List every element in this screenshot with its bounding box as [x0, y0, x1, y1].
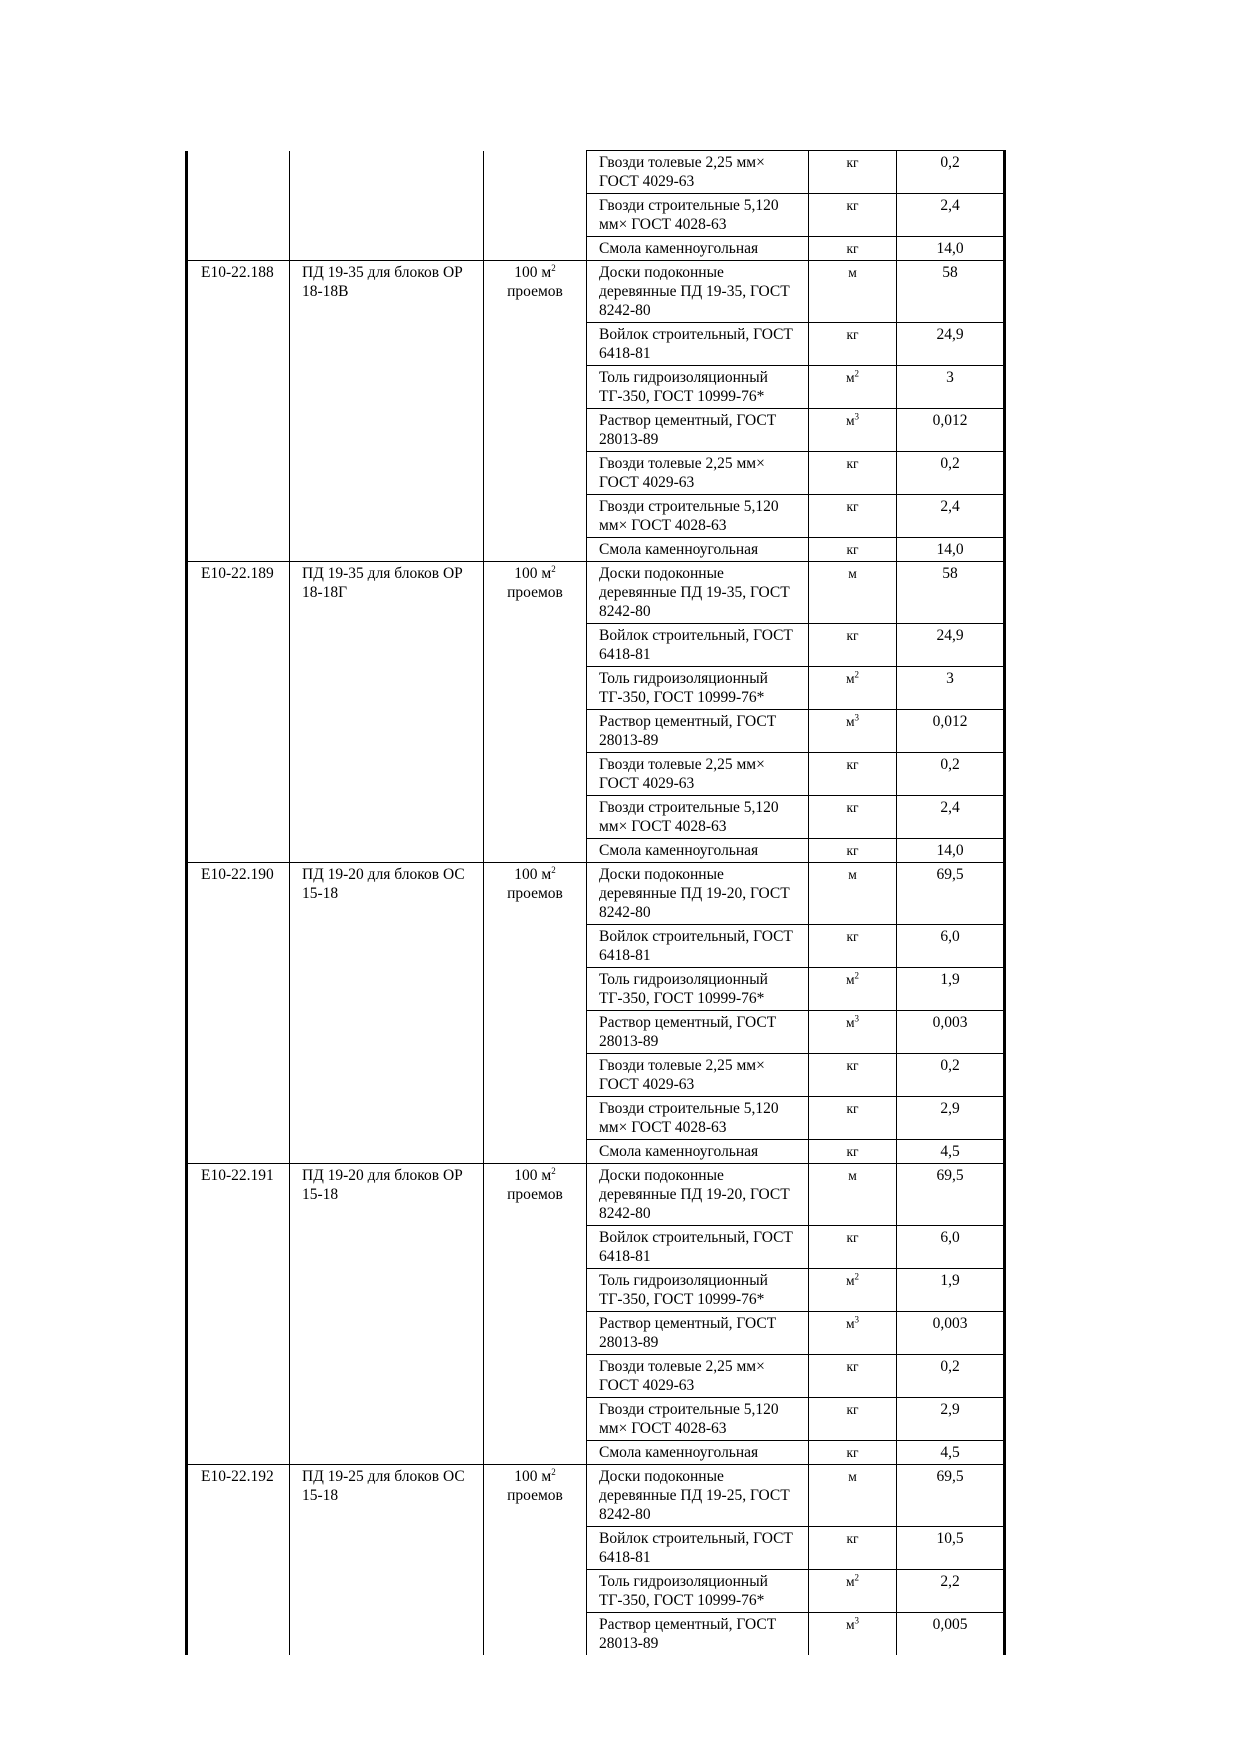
resource-name: Раствор цементный, ГОСТ 28013-89: [599, 1616, 777, 1652]
quantity-cell: [897, 495, 1005, 538]
resource-cell: [587, 409, 809, 452]
quantity-value: 0,003: [932, 1315, 968, 1332]
unit-label: кг: [846, 198, 859, 213]
quantity-value: 2,4: [940, 498, 960, 515]
quantity-cell: [897, 562, 1005, 624]
quantity-value: 0,012: [932, 412, 968, 429]
unit-cell: [809, 409, 897, 452]
resource-cell: [587, 796, 809, 839]
unit-cell: [809, 1355, 897, 1398]
resource-cell: [587, 237, 809, 261]
quantity-value: 0,005: [932, 1616, 968, 1633]
resource-cell: [587, 562, 809, 624]
unit-label: кг: [846, 1402, 859, 1417]
quantity-value: 14,0: [936, 842, 964, 859]
norm-code: Е10-22.191: [201, 1167, 274, 1184]
meter-value: 100 м: [514, 1167, 552, 1184]
quantity-cell: [897, 409, 1005, 452]
quantity-cell: [897, 1140, 1005, 1164]
quantity-cell: [897, 710, 1005, 753]
quantity-cell: [897, 753, 1005, 796]
quantity-cell: [897, 1097, 1005, 1140]
unit-cell: [809, 237, 897, 261]
quantity-cell: [897, 1613, 1005, 1656]
unit-cell: [809, 1140, 897, 1164]
unit-label: кг: [846, 1101, 859, 1116]
resource-name: Смола каменноугольная: [599, 240, 759, 257]
unit-exponent: 2: [854, 1271, 860, 1282]
meter-exponent: 2: [551, 864, 556, 875]
resource-cell: [587, 710, 809, 753]
meter-cell: [484, 1465, 587, 1656]
quantity-cell: [897, 366, 1005, 409]
resource-name: Гвозди строительные 5,120 мм× ГОСТ 4028-63: [599, 1401, 779, 1437]
quantity-cell: [897, 1269, 1005, 1312]
resource-name: Раствор цементный, ГОСТ 28013-89: [599, 1315, 777, 1351]
resource-name: Доски подоконные деревянные ПД 19-35, ГОСТ 8242-80: [599, 264, 790, 319]
norm-code-cell: [187, 261, 290, 562]
resource-cell: [587, 1613, 809, 1656]
meter-suffix: проемов: [507, 584, 563, 601]
meter-cell: [484, 151, 587, 261]
resource-name: Толь гидроизоляционный ТГ-350, ГОСТ 10999-76*: [599, 369, 768, 405]
quantity-cell: [897, 925, 1005, 968]
table-row: [187, 1465, 1005, 1527]
resource-cell: [587, 925, 809, 968]
resource-cell: [587, 968, 809, 1011]
resource-name: Доски подоконные деревянные ПД 19-20, ГОСТ 8242-80: [599, 1167, 790, 1222]
resource-name: Гвозди толевые 2,25 мм× ГОСТ 4029-63: [599, 756, 765, 792]
meter-exponent: 2: [551, 563, 556, 574]
resource-cell: [587, 1226, 809, 1269]
quantity-value: 0,2: [940, 154, 960, 171]
quantity-value: 6,0: [940, 1229, 960, 1246]
unit-cell: [809, 538, 897, 562]
work-name-cell: [290, 151, 484, 261]
quantity-cell: [897, 1226, 1005, 1269]
table-row: [187, 863, 1005, 925]
work-name: ПД 19-35 для блоков ОР 18-18Г: [302, 565, 463, 601]
unit-label: м: [845, 1617, 855, 1632]
quantity-value: 4,5: [940, 1143, 960, 1160]
unit-label: кг: [846, 843, 859, 858]
quantity-value: 2,4: [940, 799, 960, 816]
unit-cell: [809, 925, 897, 968]
meter-suffix: проемов: [507, 885, 563, 902]
unit-cell: [809, 710, 897, 753]
quantity-cell: [897, 538, 1005, 562]
quantity-cell: [897, 1527, 1005, 1570]
unit-label: кг: [846, 456, 859, 471]
resource-cell: [587, 323, 809, 366]
unit-cell: [809, 323, 897, 366]
resource-cell: [587, 1398, 809, 1441]
resource-name: Гвозди толевые 2,25 мм× ГОСТ 4029-63: [599, 154, 765, 190]
table-row: [187, 151, 1005, 194]
unit-label: кг: [846, 1144, 859, 1159]
resource-name: Смола каменноугольная: [599, 541, 759, 558]
unit-label: кг: [846, 1359, 859, 1374]
meter-value: 100 м: [514, 264, 552, 281]
unit-cell: [809, 624, 897, 667]
unit-label: кг: [846, 929, 859, 944]
resource-cell: [587, 839, 809, 863]
resource-cell: [587, 1097, 809, 1140]
work-name: ПД 19-25 для блоков ОС 15-18: [302, 1468, 465, 1504]
unit-label: м: [848, 1168, 857, 1183]
meter-cell: [484, 863, 587, 1164]
quantity-value: 58: [942, 565, 958, 582]
resource-cell: [587, 1164, 809, 1226]
resource-name: Гвозди толевые 2,25 мм× ГОСТ 4029-63: [599, 1358, 765, 1394]
unit-cell: [809, 796, 897, 839]
quantity-value: 1,9: [940, 1272, 960, 1289]
resource-name: Толь гидроизоляционный ТГ-350, ГОСТ 10999-76*: [599, 971, 768, 1007]
resource-name: Смола каменноугольная: [599, 842, 759, 859]
quantity-value: 0,2: [940, 1057, 960, 1074]
unit-label: м: [845, 1015, 855, 1030]
resource-name: Гвозди толевые 2,25 мм× ГОСТ 4029-63: [599, 1057, 765, 1093]
meter-value: 100 м: [514, 866, 552, 883]
unit-cell: [809, 1398, 897, 1441]
quantity-cell: [897, 1398, 1005, 1441]
resource-name: Толь гидроизоляционный ТГ-350, ГОСТ 10999-76*: [599, 1272, 768, 1308]
meter-suffix: проемов: [507, 1487, 563, 1504]
quantity-value: 2,2: [940, 1573, 960, 1590]
resource-cell: [587, 1355, 809, 1398]
norm-code-cell: [187, 863, 290, 1164]
resource-name: Войлок строительный, ГОСТ 6418-81: [599, 627, 793, 663]
quantity-cell: [897, 1441, 1005, 1465]
resource-name: Войлок строительный, ГОСТ 6418-81: [599, 326, 793, 362]
quantity-cell: [897, 1312, 1005, 1355]
quantity-cell: [897, 1164, 1005, 1226]
quantity-cell: [897, 968, 1005, 1011]
unit-exponent: 3: [854, 1013, 860, 1024]
resource-name: Смола каменноугольная: [599, 1143, 759, 1160]
resource-cell: [587, 495, 809, 538]
unit-cell: [809, 1164, 897, 1226]
meter-suffix: проемов: [507, 283, 563, 300]
unit-cell: [809, 1226, 897, 1269]
quantity-value: 3: [946, 670, 954, 687]
quantity-value: 0,012: [932, 713, 968, 730]
work-name: ПД 19-20 для блоков ОР 15-18: [302, 1167, 463, 1203]
unit-cell: [809, 1527, 897, 1570]
resource-name: Доски подоконные деревянные ПД 19-25, ГОСТ 8242-80: [599, 1468, 790, 1523]
unit-cell: [809, 194, 897, 237]
quantity-cell: [897, 1465, 1005, 1527]
meter-value: 100 м: [514, 1468, 552, 1485]
quantity-cell: [897, 863, 1005, 925]
quantity-value: 2,9: [940, 1401, 960, 1418]
quantity-value: 0,2: [940, 455, 960, 472]
unit-label: м: [845, 370, 855, 385]
quantity-cell: [897, 452, 1005, 495]
resource-cell: [587, 1312, 809, 1355]
unit-cell: [809, 261, 897, 323]
quantity-value: 1,9: [940, 971, 960, 988]
unit-label: м: [845, 1273, 855, 1288]
unit-label: кг: [846, 1230, 859, 1245]
resource-cell: [587, 1441, 809, 1465]
unit-cell: [809, 151, 897, 194]
unit-label: кг: [846, 499, 859, 514]
unit-exponent: 2: [854, 970, 860, 981]
work-name-cell: [290, 863, 484, 1164]
quantity-cell: [897, 261, 1005, 323]
resource-name: Доски подоконные деревянные ПД 19-35, ГОСТ 8242-80: [599, 565, 790, 620]
meter-value: 100 м: [514, 565, 552, 582]
unit-cell: [809, 1613, 897, 1656]
quantity-value: 0,2: [940, 756, 960, 773]
unit-label: м: [845, 413, 855, 428]
unit-label: кг: [846, 542, 859, 557]
unit-cell: [809, 1054, 897, 1097]
unit-exponent: 2: [854, 368, 860, 379]
unit-cell: [809, 753, 897, 796]
resource-name: Гвозди строительные 5,120 мм× ГОСТ 4028-63: [599, 498, 779, 534]
quantity-value: 10,5: [936, 1530, 964, 1547]
unit-label: м: [845, 972, 855, 987]
quantity-cell: [897, 1355, 1005, 1398]
unit-label: м: [848, 566, 857, 581]
resource-cell: [587, 261, 809, 323]
unit-label: кг: [846, 327, 859, 342]
unit-cell: [809, 667, 897, 710]
resource-name: Смола каменноугольная: [599, 1444, 759, 1461]
resource-cell: [587, 1140, 809, 1164]
quantity-value: 6,0: [940, 928, 960, 945]
quantity-cell: [897, 237, 1005, 261]
quantity-cell: [897, 1054, 1005, 1097]
resource-cell: [587, 1269, 809, 1312]
norm-code-cell: [187, 562, 290, 863]
resource-cell: [587, 151, 809, 194]
quantity-value: 24,9: [936, 627, 964, 644]
resource-name: Гвозди строительные 5,120 мм× ГОСТ 4028-63: [599, 197, 779, 233]
table-row: [187, 261, 1005, 323]
quantity-cell: [897, 839, 1005, 863]
meter-exponent: 2: [551, 1165, 556, 1176]
work-name-cell: [290, 1465, 484, 1656]
norm-code: Е10-22.188: [201, 264, 274, 281]
unit-label: м: [848, 265, 857, 280]
unit-cell: [809, 562, 897, 624]
quantity-value: 2,9: [940, 1100, 960, 1117]
unit-exponent: 3: [854, 1314, 860, 1325]
resource-name: Толь гидроизоляционный ТГ-350, ГОСТ 10999-76*: [599, 1573, 768, 1609]
work-name-cell: [290, 1164, 484, 1465]
quantity-cell: [897, 667, 1005, 710]
quantity-value: 69,5: [936, 1167, 964, 1184]
quantity-cell: [897, 151, 1005, 194]
meter-cell: [484, 1164, 587, 1465]
unit-cell: [809, 1570, 897, 1613]
quantity-cell: [897, 1011, 1005, 1054]
work-name: ПД 19-35 для блоков ОР 18-18В: [302, 264, 463, 300]
unit-cell: [809, 863, 897, 925]
quantity-value: 14,0: [936, 541, 964, 558]
unit-label: м: [848, 1469, 857, 1484]
unit-exponent: 3: [854, 1615, 860, 1626]
unit-exponent: 3: [854, 411, 860, 422]
work-name: ПД 19-20 для блоков ОС 15-18: [302, 866, 465, 902]
resource-name: Толь гидроизоляционный ТГ-350, ГОСТ 10999-76*: [599, 670, 768, 706]
unit-cell: [809, 968, 897, 1011]
unit-label: м: [845, 1574, 855, 1589]
resource-cell: [587, 624, 809, 667]
unit-cell: [809, 1097, 897, 1140]
unit-exponent: 3: [854, 712, 860, 723]
resource-name: Войлок строительный, ГОСТ 6418-81: [599, 1229, 793, 1265]
norms-table: [185, 150, 1006, 1655]
unit-cell: [809, 495, 897, 538]
quantity-value: 0,003: [932, 1014, 968, 1031]
resource-cell: [587, 452, 809, 495]
resource-cell: [587, 753, 809, 796]
unit-cell: [809, 1465, 897, 1527]
resource-cell: [587, 538, 809, 562]
resource-name: Гвозди строительные 5,120 мм× ГОСТ 4028-63: [599, 1100, 779, 1136]
table-row: [187, 562, 1005, 624]
unit-label: м: [845, 671, 855, 686]
resource-name: Гвозди строительные 5,120 мм× ГОСТ 4028-63: [599, 799, 779, 835]
unit-label: кг: [846, 241, 859, 256]
resource-cell: [587, 1011, 809, 1054]
unit-label: кг: [846, 1531, 859, 1546]
unit-cell: [809, 452, 897, 495]
norm-code: Е10-22.192: [201, 1468, 274, 1485]
unit-label: м: [845, 1316, 855, 1331]
quantity-value: 69,5: [936, 1468, 964, 1485]
unit-label: кг: [846, 1058, 859, 1073]
unit-label: кг: [846, 757, 859, 772]
resource-name: Гвозди толевые 2,25 мм× ГОСТ 4029-63: [599, 455, 765, 491]
resource-name: Войлок строительный, ГОСТ 6418-81: [599, 928, 793, 964]
quantity-value: 14,0: [936, 240, 964, 257]
resource-cell: [587, 1465, 809, 1527]
resource-cell: [587, 366, 809, 409]
resource-cell: [587, 1054, 809, 1097]
resource-cell: [587, 194, 809, 237]
unit-cell: [809, 366, 897, 409]
quantity-value: 0,2: [940, 1358, 960, 1375]
quantity-cell: [897, 323, 1005, 366]
unit-exponent: 2: [854, 1572, 860, 1583]
unit-cell: [809, 1269, 897, 1312]
quantity-cell: [897, 1570, 1005, 1613]
quantity-value: 2,4: [940, 197, 960, 214]
resource-cell: [587, 1527, 809, 1570]
work-name-cell: [290, 562, 484, 863]
work-name-cell: [290, 261, 484, 562]
unit-label: кг: [846, 800, 859, 815]
quantity-cell: [897, 796, 1005, 839]
norms-table-body: [187, 151, 1005, 1656]
meter-exponent: 2: [551, 262, 556, 273]
meter-cell: [484, 261, 587, 562]
meter-cell: [484, 562, 587, 863]
unit-label: м: [845, 714, 855, 729]
unit-exponent: 2: [854, 669, 860, 680]
resource-name: Раствор цементный, ГОСТ 28013-89: [599, 713, 777, 749]
resource-cell: [587, 1570, 809, 1613]
norm-code-cell: [187, 1164, 290, 1465]
unit-label: кг: [846, 1445, 859, 1460]
unit-cell: [809, 1011, 897, 1054]
quantity-value: 24,9: [936, 326, 964, 343]
resource-cell: [587, 667, 809, 710]
code-cell: [187, 151, 290, 261]
quantity-value: 69,5: [936, 866, 964, 883]
table-row: [187, 1164, 1005, 1226]
quantity-value: 4,5: [940, 1444, 960, 1461]
unit-cell: [809, 1441, 897, 1465]
quantity-cell: [897, 194, 1005, 237]
resource-name: Войлок строительный, ГОСТ 6418-81: [599, 1530, 793, 1566]
meter-exponent: 2: [551, 1466, 556, 1477]
norm-code-cell: [187, 1465, 290, 1656]
quantity-value: 3: [946, 369, 954, 386]
resource-cell: [587, 863, 809, 925]
meter-suffix: проемов: [507, 1186, 563, 1203]
quantity-cell: [897, 624, 1005, 667]
norm-code: Е10-22.190: [201, 866, 274, 883]
norm-code: Е10-22.189: [201, 565, 274, 582]
resource-name: Доски подоконные деревянные ПД 19-20, ГОСТ 8242-80: [599, 866, 790, 921]
unit-cell: [809, 839, 897, 863]
unit-label: кг: [846, 155, 859, 170]
resource-name: Раствор цементный, ГОСТ 28013-89: [599, 412, 777, 448]
quantity-value: 58: [942, 264, 958, 281]
unit-label: м: [848, 867, 857, 882]
unit-cell: [809, 1312, 897, 1355]
unit-label: кг: [846, 628, 859, 643]
resource-name: Раствор цементный, ГОСТ 28013-89: [599, 1014, 777, 1050]
